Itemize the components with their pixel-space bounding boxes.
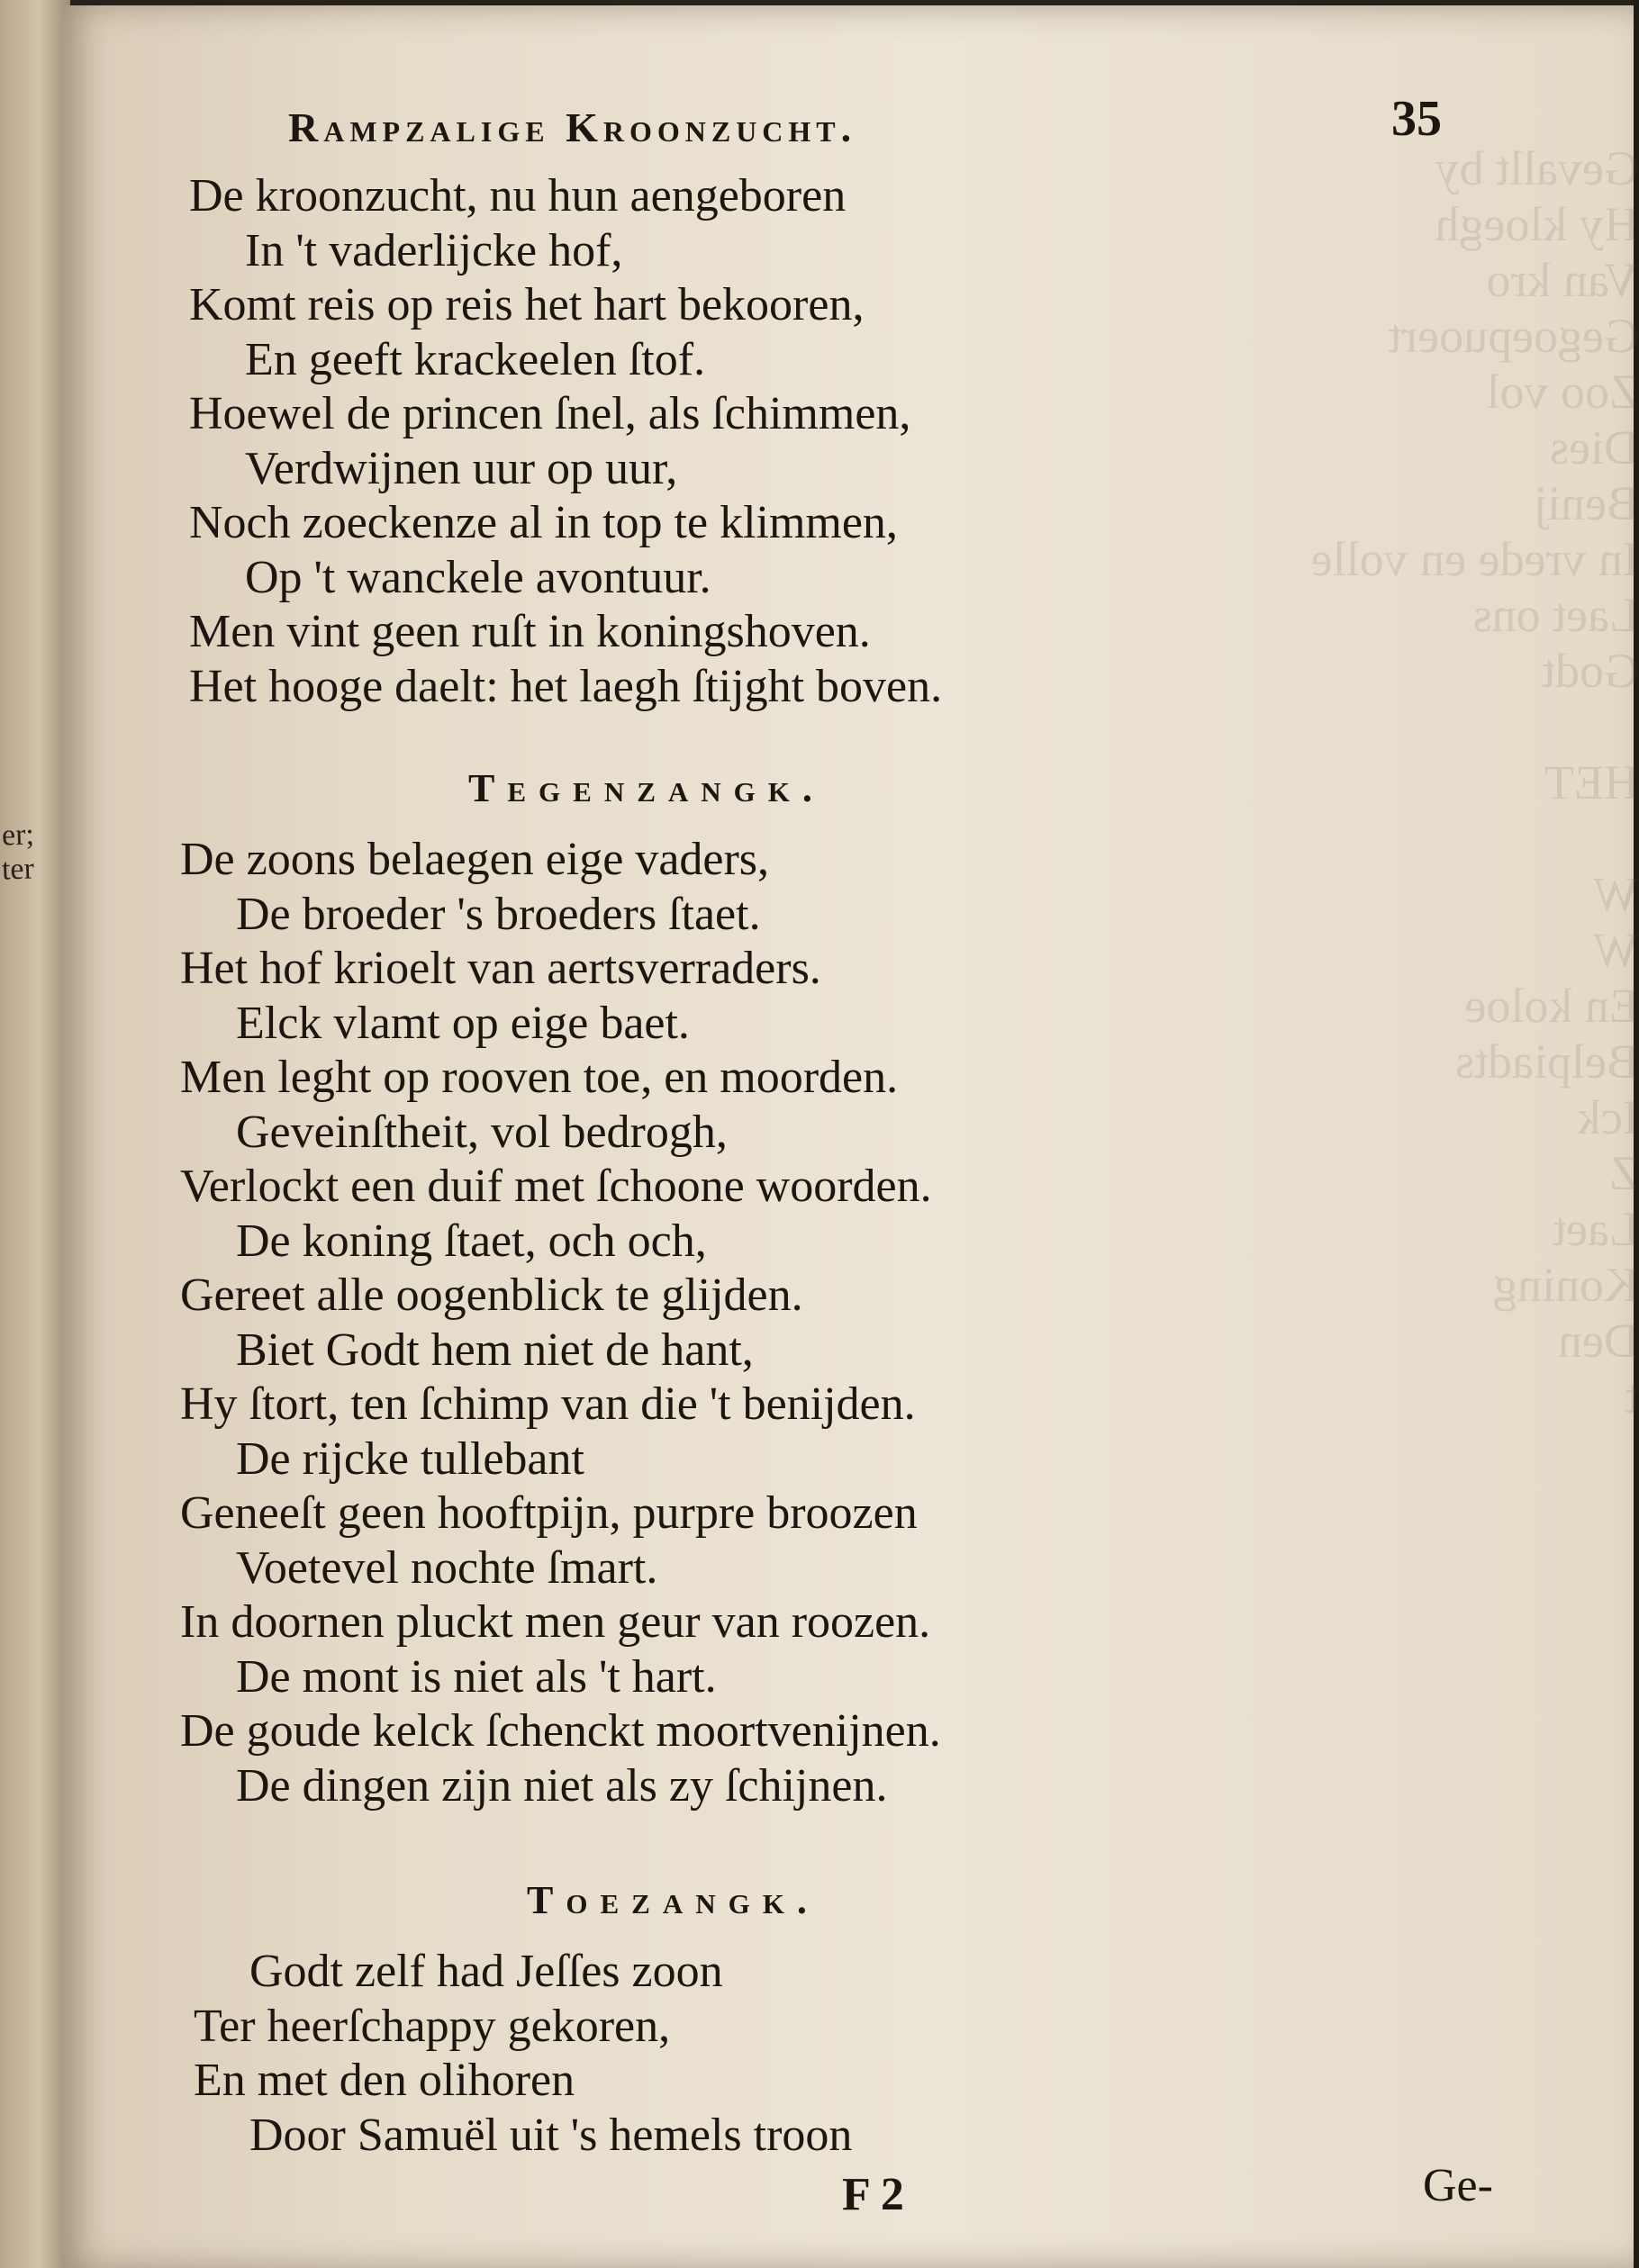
- verse-line: Geveinſtheit, vol bedrogh,: [236, 1106, 728, 1158]
- verse-line: Op 't wanckele avontuur.: [245, 551, 711, 603]
- verse-line: Elck vlamt op eige baet.: [236, 997, 690, 1049]
- verse-line: Noch zoeckenze al in top te klimmen,: [189, 497, 898, 548]
- left-page-edge: [0, 0, 70, 2268]
- verse-line: Geneeſt geen hooftpijn, purpre broozen: [180, 1487, 918, 1539]
- verse-line: In 't vaderlijcke hof,: [245, 224, 623, 276]
- verse-line: De mont is niet als 't hart.: [236, 1650, 717, 1703]
- verse-line: Hoewel de princen ſnel, als ſchimmen,: [189, 388, 911, 439]
- verse-line: Hy ſtort, ten ſchimp van die 't benijden.: [180, 1378, 916, 1430]
- verse-line: Voetevel nochte ſmart.: [236, 1541, 658, 1594]
- verse-line: Men vint geen ruſt in koningshoven.: [189, 606, 871, 657]
- verse-line: Het hof krioelt van aertsverraders.: [180, 943, 821, 994]
- verse-line: De koning ſtaet, och och,: [236, 1215, 707, 1267]
- verse-line: Ter heerſchappy gekoren,: [194, 2000, 671, 2052]
- verse-line: Door Samuël uit 's hemels troon: [249, 2109, 853, 2161]
- verse-line: Godt zelf had Jeſſes zoon: [249, 1946, 723, 1997]
- verse-line: De kroonzucht, nu hun aengeboren: [189, 170, 847, 221]
- running-head: Rampzalige Kroonzucht.: [288, 104, 857, 150]
- verse-line: De dingen zijn niet als zy ſchijnen.: [236, 1759, 888, 1812]
- verse-line: De goude kelck ſchenckt moortvenijnen.: [180, 1705, 941, 1757]
- verse-line: Men leght op rooven toe, en moorden.: [180, 1052, 899, 1103]
- section-heading-tegenzangk: Tegenzangk.: [468, 766, 825, 810]
- verse-line: Het hooge daelt: het laegh ſtijght boven.: [189, 660, 943, 712]
- verse-line: In doornen pluckt men geur van roozen.: [180, 1596, 931, 1648]
- verse-line: En met den olihoren: [194, 2055, 575, 2106]
- verse-line: Verlockt een duif met ſchoone woorden.: [180, 1161, 932, 1212]
- page-number: 35: [1391, 91, 1442, 147]
- section-heading-toezangk: Toezangk.: [527, 1878, 820, 1922]
- verse-line: Verdwijnen uur op uur,: [245, 442, 678, 494]
- catchword: Ge-: [1423, 2160, 1493, 2211]
- verse-line: Biet Godt hem niet de hant,: [236, 1324, 754, 1376]
- verse-line: De broeder 's broeders ſtaet.: [236, 888, 761, 940]
- verse-line: En geeft krackeelen ſtof.: [245, 333, 706, 385]
- stanza-1: [189, 169, 1135, 714]
- verse-line: Gereet alle oogenblick te glijden.: [180, 1270, 803, 1321]
- verse-line: De rijcke tullebant: [236, 1432, 584, 1485]
- show-through-text: Gevallt by Hy kloegh Van kro Gegoepuoert Zoo vol Dies Benij In vrede en volle Laet ons Godt HET W W En koloe Belpiadts Ick Z Laet Koning Den t: [1310, 141, 1639, 1423]
- stanza-2: [180, 833, 1126, 1813]
- left-page-fragment: er;: [1, 818, 35, 853]
- verse-line: Komt reis op reis het hart bekooren,: [189, 279, 865, 330]
- signature-mark: F 2: [842, 2169, 904, 2220]
- verse-line: De zoons belaegen eige vaders,: [180, 834, 770, 885]
- left-page-fragment: ter: [1, 852, 35, 887]
- stanza-3: [194, 1945, 1139, 2163]
